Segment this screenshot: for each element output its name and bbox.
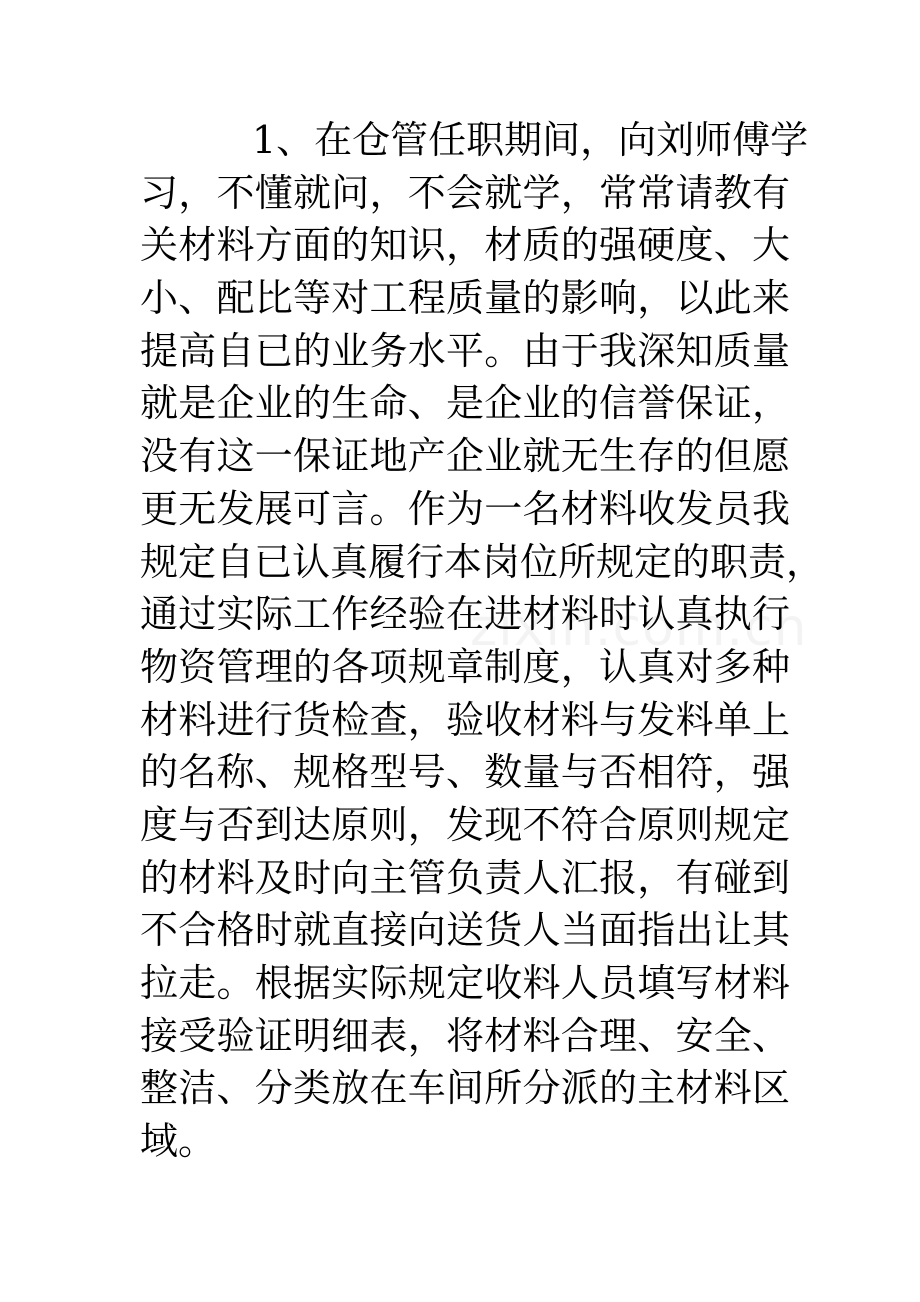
- paragraph-line: 1、在仓管任职期间，向刘师傅学: [252, 118, 809, 162]
- paragraph-line: 度与否到达原则，发现不符合原则规定: [140, 802, 790, 847]
- paragraph-line: 通过实际工作经验在进材料时认真执行: [140, 592, 790, 637]
- paragraph-line: 规定自已认真履行本岗位所规定的职责，: [140, 539, 825, 584]
- watermark: [470, 598, 808, 658]
- paragraph-line: 物资管理的各项规章制度，认真对多种: [140, 644, 790, 689]
- paragraph-line: 更无发展可言。作为一名材料收发员我: [140, 486, 790, 531]
- paragraph-line: 接受验证明细表，将材料合理、安全、: [140, 1013, 790, 1058]
- paragraph-line: 域。: [140, 1119, 217, 1164]
- paragraph-line: 不合格时就直接向送货人当面指出让其: [140, 908, 790, 953]
- paragraph-line: 的名称、规格型号、数量与否相符，强: [140, 750, 790, 795]
- paragraph-line: 拉走。根据实际规定收料人员填写材料: [140, 961, 790, 1005]
- paragraph-line: 习，不懂就问，不会就学，常常请教有: [140, 170, 790, 215]
- paragraph-line: 的材料及时向主管负责人汇报，有碰到: [140, 855, 790, 900]
- paragraph-line: 没有这一保证地产企业就无生存的但愿: [140, 434, 790, 479]
- paragraph-line: 整洁、分类放在车间所分派的主材料区: [140, 1066, 790, 1111]
- paragraph-line: 就是企业的生命、是企业的信誉保证，: [140, 381, 790, 426]
- paragraph-line: 提高自已的业务水平。由于我深知质量: [140, 328, 790, 373]
- paragraph-line: 关材料方面的知识，材质的强硬度、大: [140, 223, 790, 268]
- paragraph-line: 小、配比等对工程质量的影响，以此来: [140, 276, 790, 321]
- paragraph-line: 材料进行货检查，验收材料与发料单上: [140, 697, 790, 742]
